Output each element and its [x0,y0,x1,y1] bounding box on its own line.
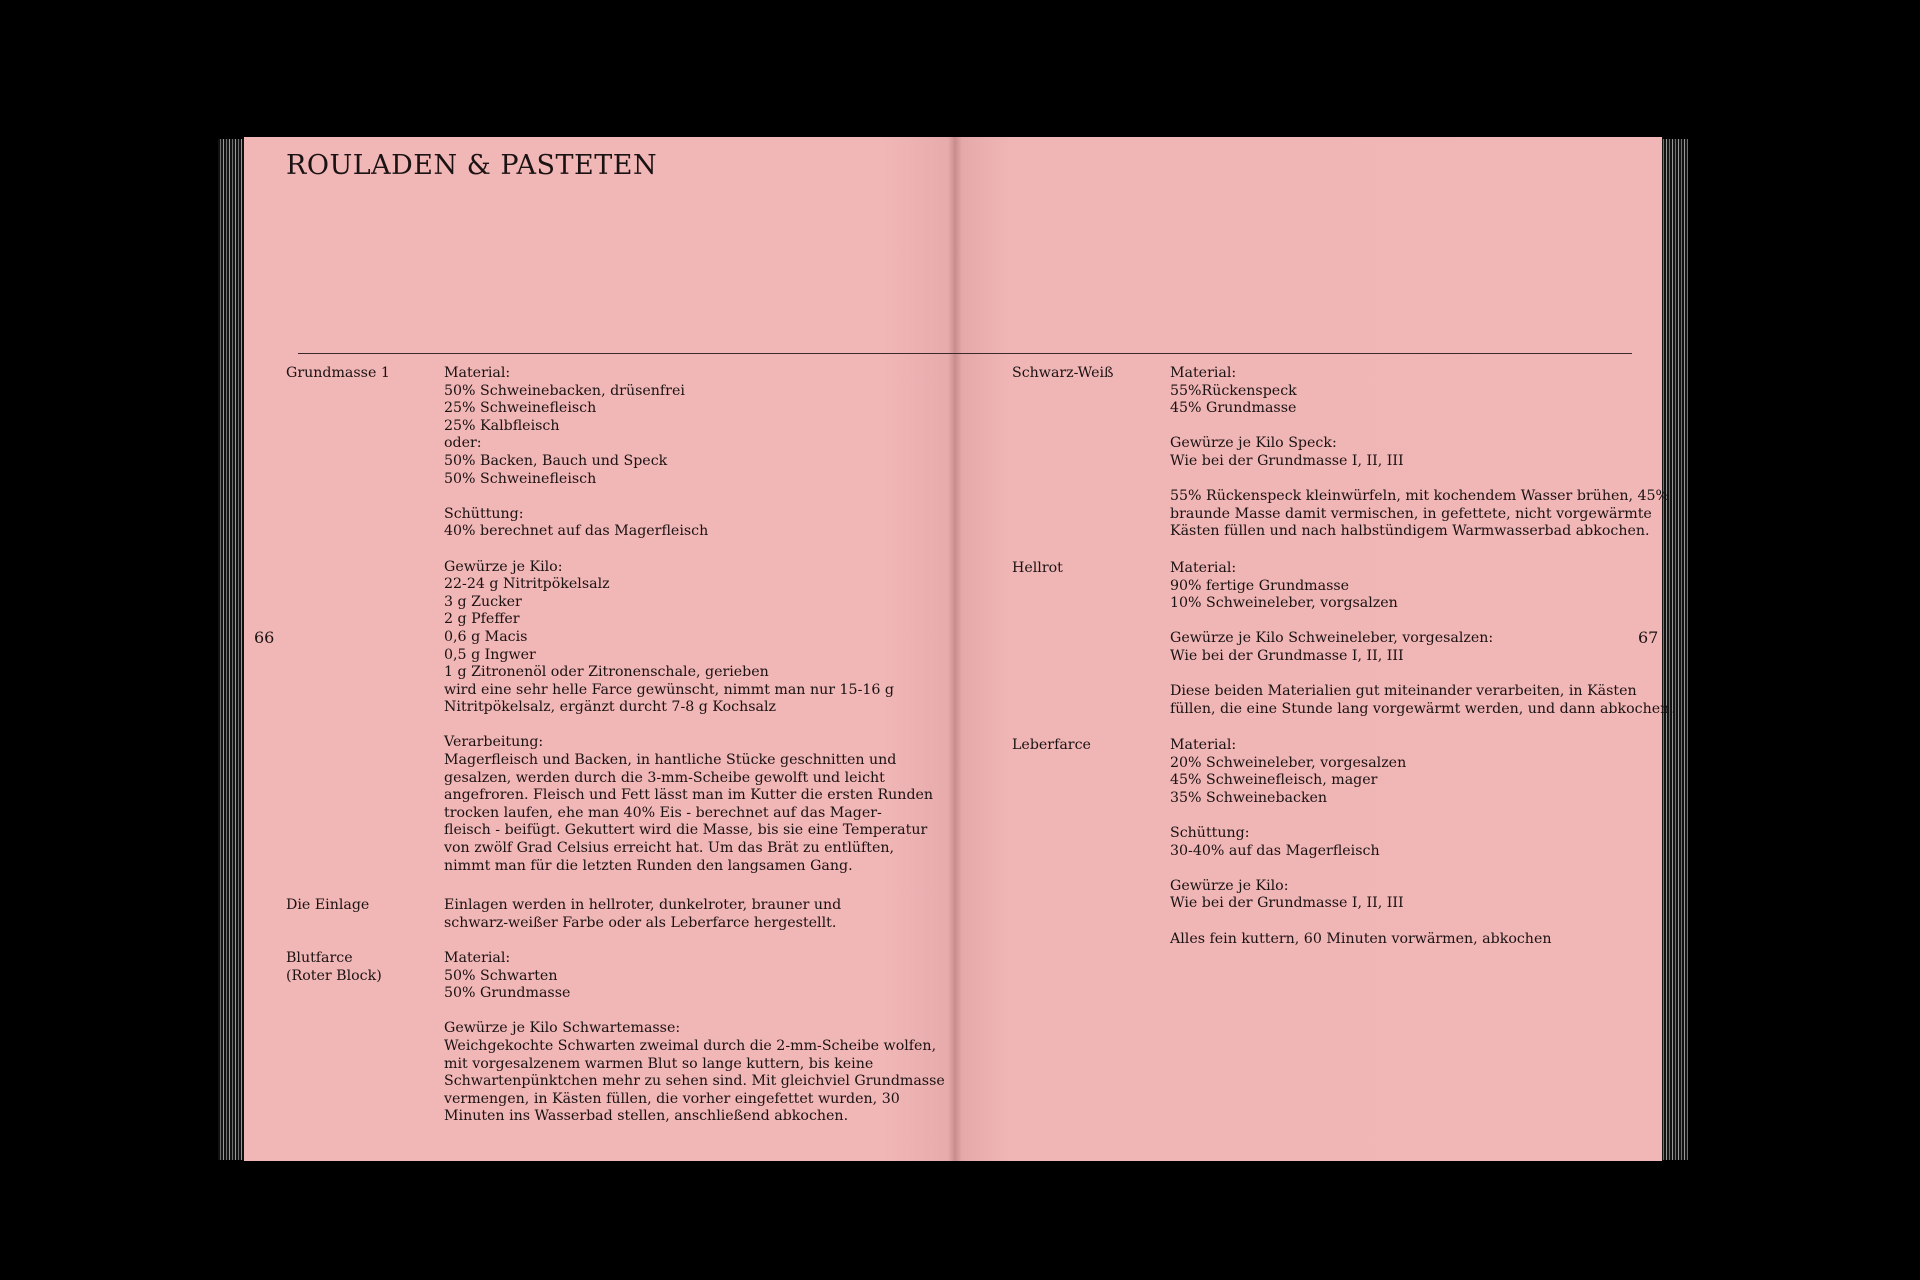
horizontal-rule [298,353,1632,354]
chapter-title: ROULADEN & PASTETEN [286,150,658,181]
section-text-hellrot: Material: 90% fertige Grundmasse 10% Schweineleber, vorgsalzen Gewürze je Kilo Schweineleber, vorgesalzen: Wie bei der Grundmasse I, II, III Diese beiden Materialien gut miteinander verarbeiten, in Kästen füllen, die eine Stunde lang vorgewärmt werden, und dann abkochen. [1170,560,1674,717]
section-text-grundmasse: Material: 50% Schweinebacken, drüsenfrei 25% Schweinefleisch 25% Kalbfleisch oder: 50% Backen, Bauch und Speck 50% Schweinefleisch Schüttung: 40% berechnet auf das Magerfleisch Gewürze je Kilo: 22-24 g Nitritpökelsalz 3 g Zucker 2 g Pfeffer 0,6 g Macis 0,5 g Ingwer 1 g Zitronenöl oder Zitronenschale, gerieben wird eine sehr helle Farce gewünscht, nimmt man nur 15-16 g Nitritpökelsalz, ergänzt durcht 7-8 g Kochsalz Verarbeitung: Magerfleisch und Backen, in hantliche Stücke geschnitten und gesalzen, werden durch die 3-mm-Scheibe gewolft und leicht angefroren. Fleisch und Fett lässt man im Kutter die ersten Runden trocken laufen, ehe man 40% Eis - berechnet auf das Mager- fleisch - beifügt. Gekuttert wird die Masse, bis sie eine Temperatur von zwölf Grad Celsius erreicht hat. Um das Brät zu entlüften, nimmt man für die letzten Runden den langsamen Gang. [444,365,934,874]
section-text-schwarz-weiss: Material: 55%Rückenspeck 45% Grundmasse Gewürze je Kilo Speck: Wie bei der Grundmasse I, II, III 55% Rückenspeck kleinwürfeln, mit kochendem Wasser brühen, 45% braunde Masse damit vermischen, in gefettete, nicht vorgewärmte Kästen füllen und nach halbstündigem Warmwasserbad abkochen. [1170,365,1670,540]
section-label-leberfarce: Leberfarce [1012,737,1091,753]
book-gutter [948,137,962,1161]
section-label-hellrot: Hellrot [1012,560,1063,576]
section-label-grundmasse: Grundmasse 1 [286,365,390,381]
section-text-leberfarce: Material: 20% Schweineleber, vorgesalzen 45% Schweinefleisch, mager 35% Schweinebacken Schüttung: 30-40% auf das Magerfleisch Gewürze je Kilo: Wie bei der Grundmasse I, II, III Alles fein kuttern, 60 Minuten vorwärmen, abkochen [1170,737,1552,947]
left-page-edges [218,139,246,1160]
section-label-einlage: Die Einlage [286,897,370,913]
section-label-blutfarce: Blutfarce (Roter Block) [286,950,382,984]
page-number-left: 66 [254,628,275,647]
page-number-right: 67 [1638,628,1659,647]
section-text-einlage: Einlagen werden in hellroter, dunkelroter, brauner und schwarz-weißer Farbe oder als Leberfarce hergestellt. [444,897,842,931]
section-text-blutfarce: Material: 50% Schwarten 50% Grundmasse Gewürze je Kilo Schwartemasse: Weichgekochte Schwarten zweimal durch die 2-mm-Scheibe wolfen, mit vorgesalzenem warmen Blut so lange kuttern, bis keine Schwartenpünktchen mehr zu sehen sind. Mit gleichviel Grundmasse vermengen, in Kästen füllen, die vorher eingefettet wurden, 30 Minuten ins Wasserbad stellen, anschließend abkochen. [444,950,945,1125]
section-label-schwarz-weiss: Schwarz-Weiß [1012,365,1114,381]
